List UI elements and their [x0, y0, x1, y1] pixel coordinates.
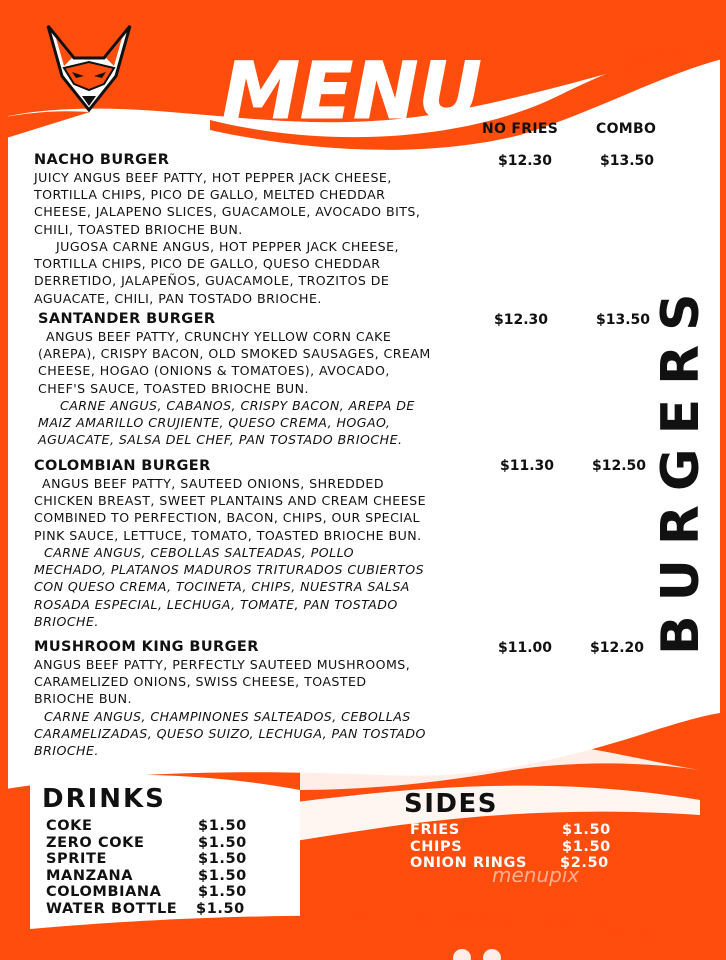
burger-desc-en: ANGUS BEEF PATTY, SAUTEED ONIONS, SHREDDED CHICKEN BREAST, SWEET PLANTAINS AND CREAM CHEESE COMBINED TO PERFECTION, BACON, CHIPS, OUR SPECIAL PINK SAUCE, LETTUCE, TOMATO, TOASTED BRIOCHE BUN.: [34, 476, 426, 543]
side-name: ONION RINGS: [410, 855, 528, 871]
side-price: $2.50: [560, 855, 609, 871]
drink-price: $1.50: [198, 867, 247, 884]
burger-name: NACHO BURGER: [34, 152, 170, 168]
header-no-fries: NO FRIES: [482, 121, 559, 137]
burger-price-combo: $12.50: [592, 458, 647, 474]
drink-name: COKE: [46, 818, 93, 834]
drink-row: [46, 884, 247, 901]
drink-price: $1.50: [198, 818, 247, 834]
burger-price-no-fries: $11.00: [498, 640, 553, 656]
burger-desc-en: JUICY ANGUS BEEF PATTY, HOT PEPPER JACK CHEESE, TORTILLA CHIPS, PICO DE GALLO, MELTED CHEDDAR CHEESE, JALAPENO SLICES, GUACAMOLE, AVOCADO BITS, CHILI, TOASTED BRIOCHE BUN.: [34, 170, 421, 237]
drink-price: $1.50: [198, 834, 247, 851]
svg-text:BURGERS: BURGERS: [651, 279, 711, 655]
burger-price-no-fries: $12.30: [498, 153, 553, 169]
svg-text:MENU: MENU: [222, 47, 482, 137]
drink-row: [46, 818, 247, 835]
drink-name: WATER BOTTLE: [46, 900, 178, 917]
drink-name: MANZANA: [46, 867, 134, 884]
burger-desc-es: JUGOSA CARNE ANGUS, HOT PEPPER JACK CHEESE, TORTILLA CHIPS, PICO DE GALLO, QUESO CHEDDAR DERRETIDO, JALAPEÑOS, GUACAMOLE, TROZITOS DE AGUACATE, CHILI, PAN TOSTADO BRIOCHE.: [34, 239, 399, 306]
drink-name: ZERO COKE: [46, 834, 145, 851]
drink-price: $1.50: [198, 851, 247, 867]
menu-title: [222, 40, 482, 140]
side-row: [410, 839, 611, 856]
burger-desc-es: CARNE ANGUS, CHAMPINONES SALTEADOS, CEBOLLAS CARAMELIZADAS, QUESO SUIZO, LECHUGA, PAN TOSTADO BRIOCHE.: [34, 709, 426, 759]
side-name: FRIES: [410, 822, 460, 838]
drink-row: [46, 868, 247, 885]
side-price: $1.50: [562, 838, 611, 855]
burger-name: COLOMBIAN BURGER: [34, 458, 211, 474]
drink-price: $1.50: [196, 900, 245, 917]
drinks-list: [46, 818, 247, 917]
burger-price-combo: $13.50: [600, 153, 655, 169]
drink-name: COLOMBIANA: [46, 884, 162, 900]
drink-name: SPRITE: [46, 851, 108, 867]
drink-row: [46, 851, 247, 868]
side-name: CHIPS: [410, 838, 463, 855]
burgers-vertical-title: [640, 250, 720, 670]
drink-row: [46, 901, 247, 918]
burger-name: MUSHROOM KING BURGER: [34, 639, 259, 655]
burger-price-combo: $13.50: [596, 312, 651, 328]
burger-price-no-fries: $12.30: [494, 312, 549, 328]
drinks-title: DRINKS: [42, 784, 166, 814]
watermark: menupix: [492, 863, 580, 887]
burger-desc-es: CARNE ANGUS, CABANOS, CRISPY BACON, AREPA DE MAIZ AMARILLO CRUJIENTE, QUESO CREMA, HOGAO, AGUACATE, SALSA DEL CHEF, PAN TOSTADO BRIOCHE.: [38, 398, 415, 448]
burger-price-combo: $12.20: [590, 640, 645, 656]
fox-logo-icon: [44, 18, 134, 118]
side-price: $1.50: [562, 822, 611, 838]
burger-price-no-fries: $11.30: [500, 458, 555, 474]
burger-desc-en: ANGUS BEEF PATTY, CRUNCHY YELLOW CORN CAKE (AREPA), CRISPY BACON, OLD SMOKED SAUSAGES, CREAM CHEESE, HOGAO (ONIONS & TOMATOES), AVOCADO, CHEF'S SAUCE, TOASTED BRIOCHE BUN.: [38, 329, 431, 396]
header-combo: COMBO: [596, 121, 657, 137]
burger-desc-en: ANGUS BEEF PATTY, PERFECTLY SAUTEED MUSHROOMS, CARAMELIZED ONIONS, SWISS CHEESE, TOASTED BRIOCHE BUN.: [34, 657, 411, 707]
side-row: [410, 822, 611, 839]
sides-title: SIDES: [404, 789, 498, 819]
burger-desc-es: CARNE ANGUS, CEBOLLAS SALTEADAS, POLLO MECHADO, PLATANOS MADUROS TRITURADOS CUBIERTOS CON QUESO CREMA, TOCINETA, CHIPS, NUESTRA SALSA ROSADA ESPECIAL, LECHUGA, TOMATE, PAN TOSTADO BRIOCHE.: [34, 545, 425, 629]
drink-price: $1.50: [198, 884, 247, 900]
drink-row: [46, 835, 247, 852]
burger-name: SANTANDER BURGER: [38, 311, 216, 327]
